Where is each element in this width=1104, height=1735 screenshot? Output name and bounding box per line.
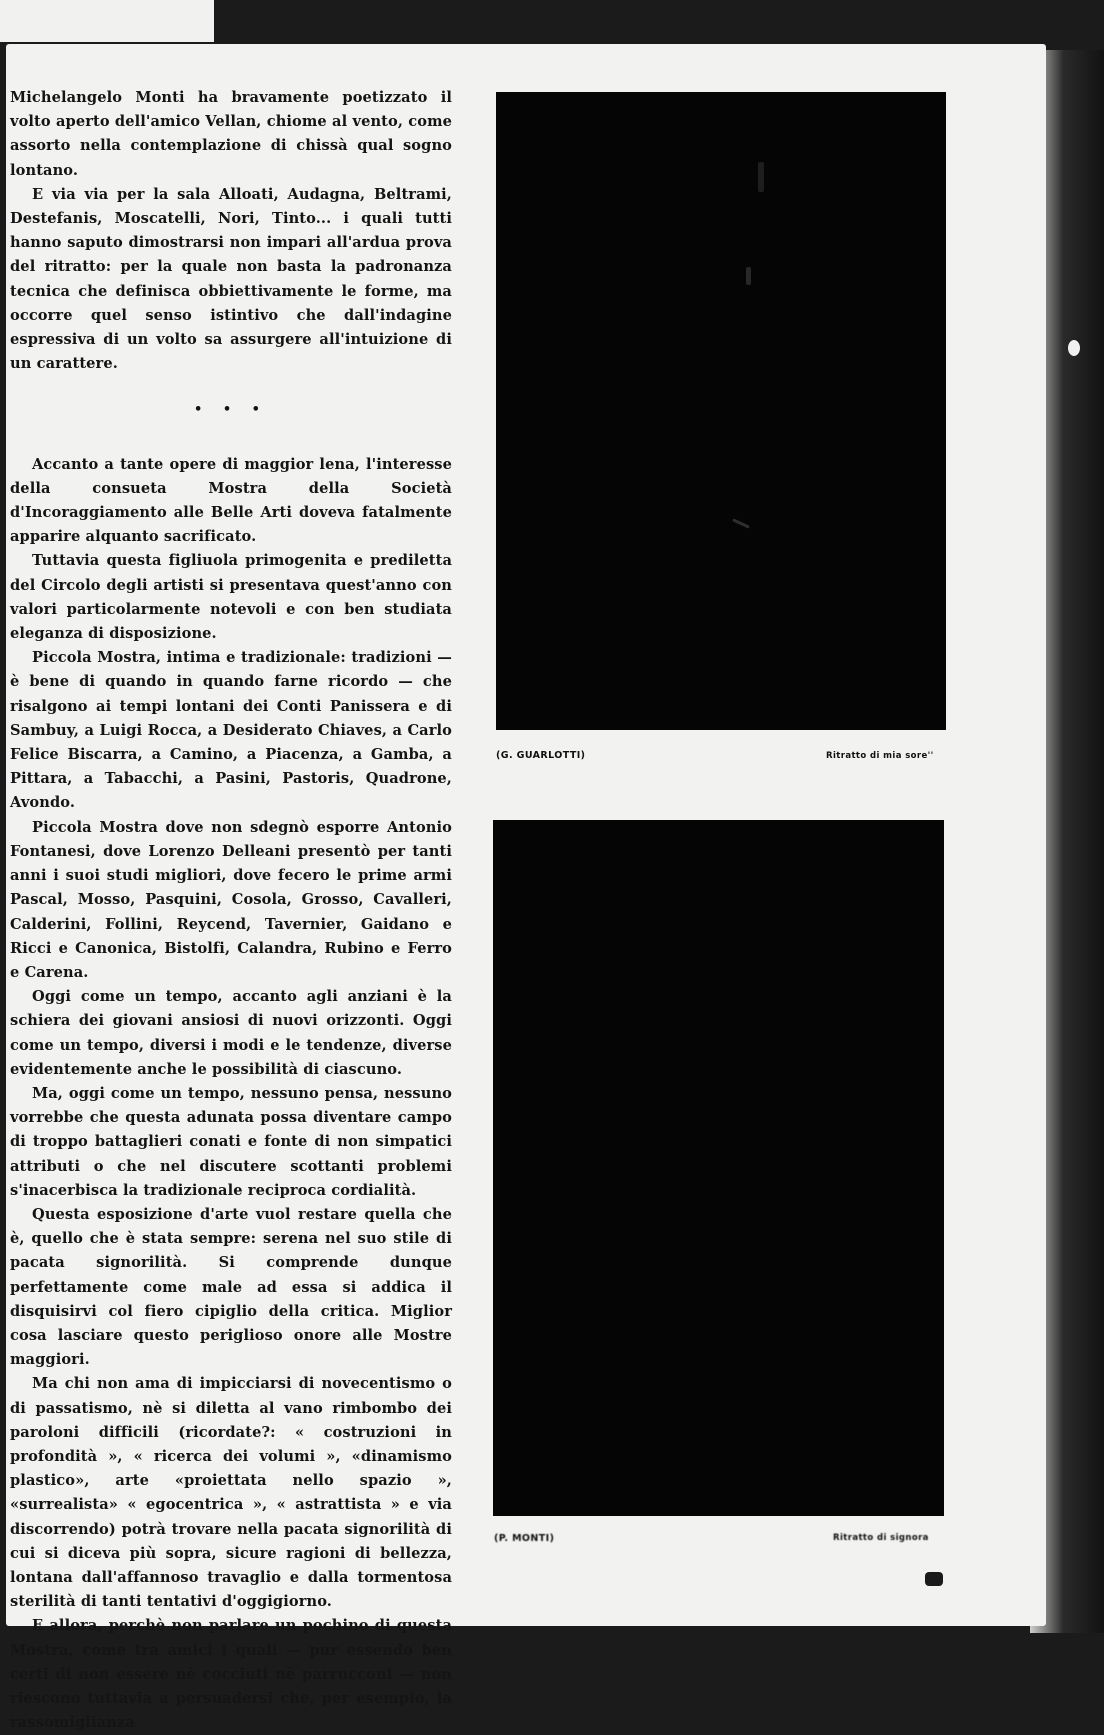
paragraph: Ma, oggi come un tempo, nessuno pensa, nessuno vorrebbe che questa adunata possa diventare campo di troppo battaglieri conati e fonte di non simpatici attributi o che nel discutere scottanti problemi s'inacerbisca la tradizionale reciproca cordialità. <box>10 1084 452 1199</box>
page-number-mark <box>925 1572 943 1586</box>
paragraph: Tuttavia questa figliuola primogenita e prediletta del Circolo degli artisti si presentava quest'anno con valori particolarmente notevoli e con ben studiata eleganza di disposizione. <box>10 552 452 643</box>
paragraph: E allora, perchè non parlare un pochino di questa Mostra, come tra amici i quali — pur essendo ben certi di non essere nè cocciuti nè parrucconi — non riescono tuttavia a persuadersi che, per esempio, la rassomiglianza <box>10 1617 452 1732</box>
paragraph: Piccola Mostra, intima e tradizionale: tradizioni — è bene di quando in quando farne ricordo — che risalgono ai tempi lontani dei Conti Panissera e di Sambuy, a Luigi Rocca, a Desiderato Chiaves, a Carlo Felice Biscarra, a Camino, a Piacenza, a Gamba, a Pittara, a Tabacchi, a Pasini, Pastoris, Quadrone, Avondo. <box>10 649 452 812</box>
article-column <box>10 86 452 1735</box>
paragraph: Accanto a tante opere di maggior lena, l'interesse della consueta Mostra della Società d'Incoraggiamento alle Belle Arti doveva fatalmente apparire alquanto sacrificato. <box>10 455 452 546</box>
photo-credit: (G. GUARLOTTI) <box>496 750 586 761</box>
portrait-photo-guarlotti <box>496 92 946 730</box>
photo-title: Ritratto di signora <box>833 1533 929 1543</box>
paragraph: E via via per la sala Alloati, Audagna, Beltrami, Destefanis, Moscatelli, Nori, Tinto... i quali tutti hanno saputo dimostrarsi non impari all'ardua prova del ritratto: per la quale non basta la padronanza tecnica che definisca obbiettivamente le forme, ma occorre quel senso istintivo che dall'indagine espressiva di un volto sa assurgere all'intuizione di un carattere. <box>10 185 452 373</box>
paragraph: Piccola Mostra dove non sdegnò esporre Antonio Fontanesi, dove Lorenzo Delleani presentò per tanti anni i suoi studi migliori, dove fecero le prime armi Pascal, Mosso, Pasquini, Cosola, Grosso, Cavalleri, Calderini, Follini, Reycend, Tavernier, Gaidano e Ricci e Canonica, Bistolfi, Calandra, Rubino e Ferro e Carena. <box>10 818 452 981</box>
paragraph: Michelangelo Monti ha bravamente poetizzato il volto aperto dell'amico Vellan, chiome al vento, come assorto nella contemplazione di chissà qual sogno lontano. <box>10 89 452 179</box>
scan-artifact <box>1068 340 1080 356</box>
scan-border <box>0 0 214 42</box>
photo-title: Ritratto di mia sore'' <box>826 751 934 761</box>
section-separator: • • • <box>194 402 268 418</box>
paragraph: Ma chi non ama di impicciarsi di novecentismo o di passatismo, nè si diletta al vano rimbombo dei paroloni difficili (ricordate?: « costruzioni in profondità », « ricerca dei volumi », «dinamismo plastico», arte «proiettata nello spazio », «surrealista» « egocentrica », « astrattista » e via discorrendo) potrà trovare nella pacata signorilità di cui si diceva più sopra, sicure ragioni di bellezza, lontana dall'affannoso travaglio e dalla tormentosa sterilità di tanti tentativi d'oggigiorno. <box>10 1375 452 1611</box>
portrait-photo-monti <box>493 820 944 1516</box>
photo-credit: (P. MONTI) <box>494 1533 555 1544</box>
paragraph: Oggi come un tempo, accanto agli anziani è la schiera dei giovani ansiosi di nuovi orizzonti. Oggi come un tempo, diversi i modi e le tendenze, diverse evidentemente anche le possibilità di ciascuno. <box>10 988 452 1078</box>
paragraph: Questa esposizione d'arte vuol restare quella che è, quello che è stata sempre: serena nel suo stile di pacata signorilità. Si comprende dunque perfettamente come male ad essa si addica il disquisirvi col fiero cipiglio della critica. Miglior cosa lasciare questo periglioso onore alle Mostre maggiori. <box>10 1205 452 1369</box>
